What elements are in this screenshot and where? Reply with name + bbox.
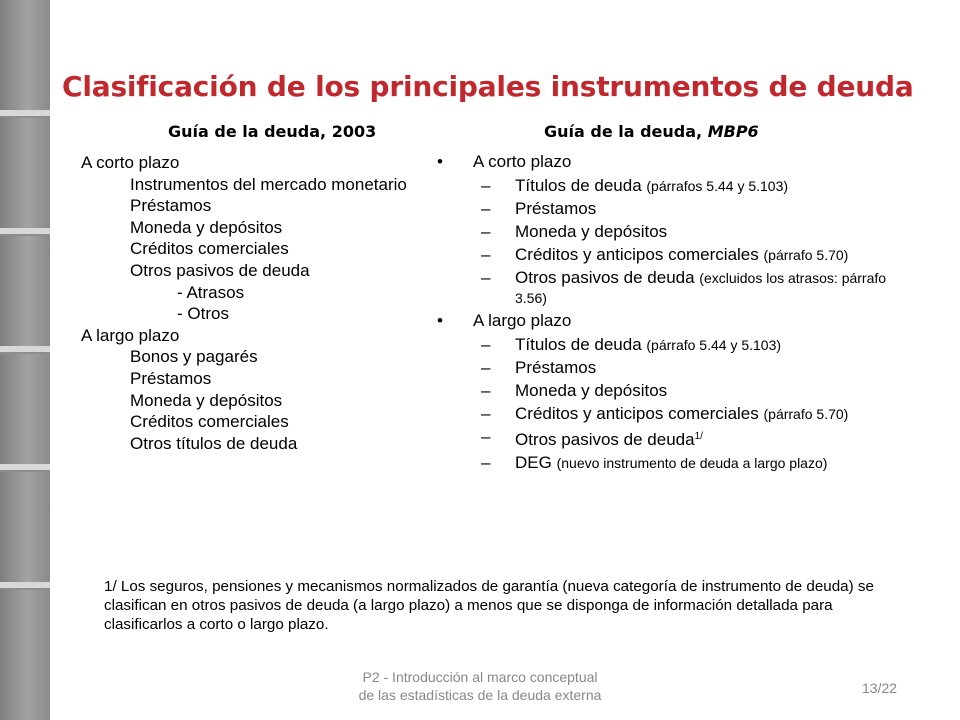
left-classification-list bbox=[81, 152, 407, 454]
item-main-text: Otros pasivos de deuda bbox=[515, 430, 695, 449]
left-list-item: Préstamos bbox=[130, 196, 212, 216]
left-list-item: Créditos comerciales bbox=[130, 239, 289, 259]
left-column-heading: Guía de la deuda, 2003 bbox=[168, 122, 377, 141]
item-reference-note: (párrafos 5.44 y 5.103) bbox=[646, 178, 789, 194]
right-list-item bbox=[433, 335, 913, 355]
left-list-item: Instrumentos del mercado monetario bbox=[130, 174, 407, 194]
dash-icon: – bbox=[481, 335, 491, 354]
dash-icon: – bbox=[481, 245, 491, 264]
footer-line-1: P2 - Introducción al marco conceptual bbox=[362, 669, 598, 685]
item-main-text: Títulos de deuda bbox=[515, 176, 642, 195]
right-category bbox=[433, 152, 913, 172]
sidebar-segment bbox=[0, 590, 50, 720]
item-reference-note: (nuevo instrumento de deuda a largo plazo) bbox=[556, 455, 828, 471]
item-reference-note: (párrafo 5.44 y 5.103) bbox=[646, 337, 782, 353]
right-category bbox=[433, 311, 913, 331]
left-list-item: Préstamos bbox=[130, 368, 212, 388]
right-list-item bbox=[433, 199, 913, 219]
left-list-item: Créditos comerciales bbox=[130, 412, 289, 432]
right-heading-prefix: Guía de la deuda, bbox=[544, 122, 708, 141]
left-list-item: - Otros bbox=[177, 304, 229, 324]
dash-icon: – bbox=[481, 404, 491, 423]
left-list-item: Otros títulos de deuda bbox=[130, 433, 298, 453]
left-list-item: Moneda y depósitos bbox=[130, 390, 283, 410]
left-list-item: - Atrasos bbox=[177, 282, 245, 302]
right-list-item bbox=[433, 358, 913, 378]
sidebar-segment bbox=[0, 118, 50, 234]
right-heading-italic: MBP6 bbox=[707, 122, 759, 141]
right-column-heading bbox=[544, 122, 759, 141]
item-main-text: Préstamos bbox=[515, 199, 597, 218]
item-main-text: DEG bbox=[515, 453, 552, 472]
item-reference-note: (excluidos los atrasos: párrafo 3.56) bbox=[515, 270, 887, 306]
right-category-label: A corto plazo bbox=[473, 152, 572, 171]
footnote-marker: 1/ bbox=[694, 431, 703, 442]
left-category: A corto plazo bbox=[81, 153, 180, 172]
item-reference-note: (párrafo 5.70) bbox=[763, 406, 849, 422]
bullet-icon: • bbox=[437, 152, 443, 171]
slide-footer bbox=[330, 668, 630, 704]
dash-icon: – bbox=[481, 199, 491, 218]
bullet-icon: • bbox=[437, 311, 443, 330]
right-list-item bbox=[433, 381, 913, 401]
dash-icon: – bbox=[481, 427, 491, 446]
dash-icon: – bbox=[481, 176, 491, 195]
item-main-text: Moneda y depósitos bbox=[515, 222, 668, 241]
decorative-sidebar bbox=[0, 0, 50, 720]
dash-icon: – bbox=[481, 268, 491, 287]
item-reference-note: (párrafo 5.70) bbox=[763, 247, 849, 263]
item-main-text: Títulos de deuda bbox=[515, 335, 642, 354]
dash-icon: – bbox=[481, 358, 491, 377]
right-list-item bbox=[433, 427, 913, 450]
left-list-item: Moneda y depósitos bbox=[130, 217, 283, 237]
dash-icon: – bbox=[481, 381, 491, 400]
right-list-item bbox=[433, 222, 913, 242]
right-list-item bbox=[433, 404, 913, 424]
right-category-label: A largo plazo bbox=[473, 311, 572, 330]
page-number: 13/22 bbox=[862, 680, 898, 696]
item-main-text: Créditos y anticipos comerciales bbox=[515, 404, 759, 423]
left-list-item: Bonos y pagarés bbox=[130, 347, 258, 367]
sidebar-segment bbox=[0, 0, 50, 116]
left-category: A largo plazo bbox=[81, 325, 180, 345]
sidebar-segment bbox=[0, 236, 50, 352]
dash-icon: – bbox=[481, 453, 491, 472]
footer-line-2: de las estadísticas de la deuda externa bbox=[358, 687, 602, 703]
dash-icon: – bbox=[481, 222, 491, 241]
right-list-item bbox=[433, 268, 913, 308]
footnote: 1/ Los seguros, pensiones y mecanismos normalizados de garantía (nueva categoría de instrumento de deuda) se clasifican en otros pasivos de deuda (a largo plazo) a menos que se disponga de información detallada para clasificarlos a corto o largo plazo. bbox=[104, 578, 874, 633]
left-list-item: Otros pasivos de deuda bbox=[130, 260, 310, 280]
item-main-text: Créditos y anticipos comerciales bbox=[515, 245, 759, 264]
right-classification-list bbox=[433, 152, 913, 476]
right-list-item bbox=[433, 245, 913, 265]
item-main-text: Moneda y depósitos bbox=[515, 381, 668, 400]
right-list-item bbox=[433, 453, 913, 473]
sidebar-segment bbox=[0, 472, 50, 588]
item-main-text: Préstamos bbox=[515, 358, 597, 377]
item-main-text: Otros pasivos de deuda bbox=[515, 268, 695, 287]
sidebar-segment bbox=[0, 354, 50, 470]
slide-title: Clasificación de los principales instrumentos de deuda bbox=[62, 70, 914, 103]
right-list-item bbox=[433, 176, 913, 196]
